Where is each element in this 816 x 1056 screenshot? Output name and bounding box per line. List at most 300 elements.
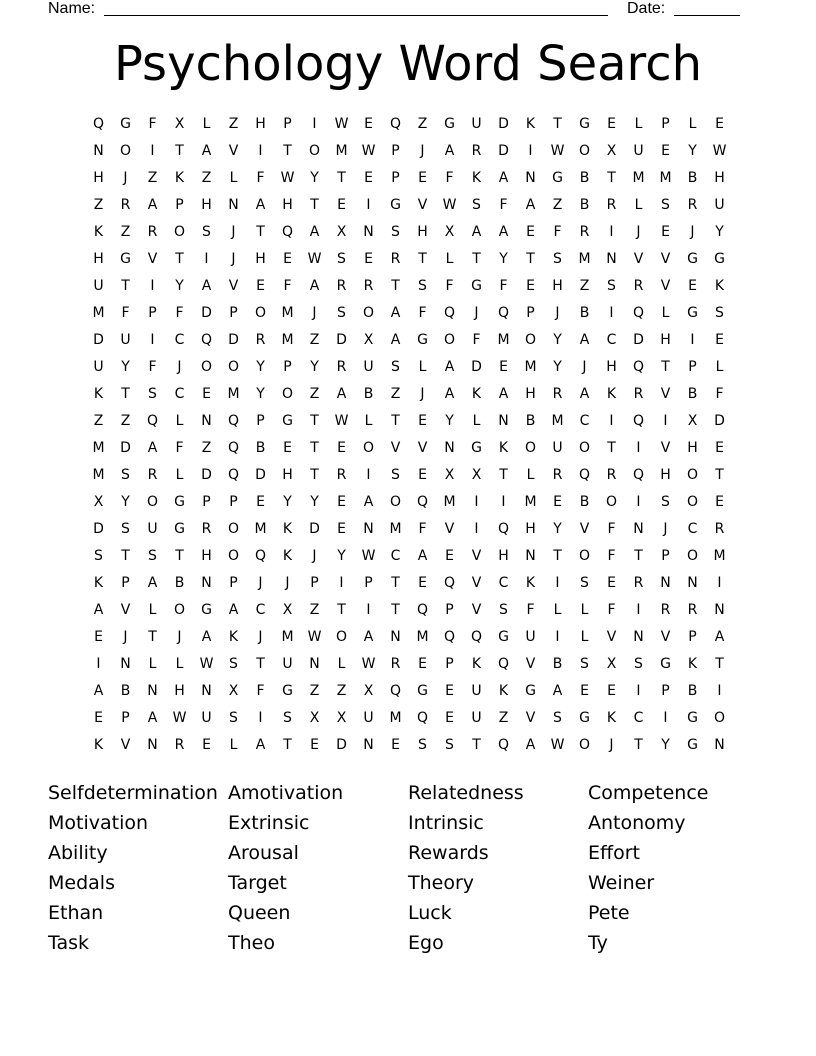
- grid-letter[interactable]: C: [579, 413, 590, 429]
- grid-letter[interactable]: U: [120, 332, 131, 348]
- grid-letter[interactable]: E: [607, 116, 616, 132]
- grid-letter[interactable]: U: [471, 116, 482, 132]
- grid-letter[interactable]: Z: [201, 170, 212, 186]
- grid-letter[interactable]: P: [229, 494, 238, 510]
- grid-letter[interactable]: Y: [337, 548, 346, 564]
- grid-letter[interactable]: P: [283, 116, 292, 132]
- grid-letter[interactable]: S: [445, 737, 454, 753]
- grid-letter[interactable]: O: [578, 548, 591, 564]
- grid-letter[interactable]: T: [337, 170, 346, 186]
- grid-letter[interactable]: L: [634, 116, 643, 132]
- grid-letter[interactable]: M: [497, 332, 510, 348]
- grid-letter[interactable]: I: [366, 197, 371, 213]
- grid-letter[interactable]: E: [715, 332, 724, 348]
- grid-letter[interactable]: S: [418, 278, 427, 294]
- grid-letter[interactable]: U: [363, 710, 374, 726]
- grid-letter[interactable]: D: [498, 116, 509, 132]
- grid-letter[interactable]: U: [714, 197, 725, 213]
- grid-letter[interactable]: O: [335, 629, 348, 645]
- grid-letter[interactable]: A: [93, 683, 104, 699]
- grid-letter[interactable]: Z: [390, 386, 401, 402]
- grid-letter[interactable]: G: [525, 683, 536, 699]
- grid-letter[interactable]: M: [335, 143, 348, 159]
- grid-letter[interactable]: R: [633, 575, 644, 591]
- grid-letter[interactable]: Q: [92, 116, 105, 132]
- grid-letter[interactable]: R: [633, 386, 644, 402]
- grid-letter[interactable]: J: [123, 629, 128, 645]
- grid-letter[interactable]: A: [390, 332, 401, 348]
- grid-letter[interactable]: S: [229, 656, 238, 672]
- grid-letter[interactable]: Q: [443, 575, 456, 591]
- grid-letter[interactable]: S: [148, 386, 157, 402]
- grid-letter[interactable]: A: [201, 143, 212, 159]
- grid-letter[interactable]: L: [580, 629, 589, 645]
- grid-letter[interactable]: E: [418, 575, 427, 591]
- grid-letter[interactable]: I: [609, 305, 614, 321]
- grid-letter[interactable]: I: [339, 575, 344, 591]
- grid-letter[interactable]: Z: [93, 197, 104, 213]
- grid-letter[interactable]: Z: [201, 440, 212, 456]
- grid-letter[interactable]: I: [150, 278, 155, 294]
- grid-letter[interactable]: E: [499, 359, 508, 375]
- grid-letter[interactable]: F: [283, 278, 292, 294]
- grid-letter[interactable]: G: [120, 251, 131, 267]
- grid-letter[interactable]: E: [283, 440, 292, 456]
- grid-letter[interactable]: N: [633, 629, 644, 645]
- grid-letter[interactable]: G: [471, 440, 482, 456]
- grid-letter[interactable]: S: [283, 710, 292, 726]
- grid-letter[interactable]: E: [688, 278, 697, 294]
- grid-letter[interactable]: Y: [121, 359, 130, 375]
- grid-letter[interactable]: G: [552, 170, 563, 186]
- grid-letter[interactable]: S: [391, 224, 400, 240]
- grid-letter[interactable]: T: [715, 467, 724, 483]
- grid-letter[interactable]: E: [526, 278, 535, 294]
- grid-letter[interactable]: T: [256, 656, 265, 672]
- grid-letter[interactable]: V: [633, 251, 644, 267]
- grid-letter[interactable]: F: [607, 548, 616, 564]
- grid-letter[interactable]: V: [660, 278, 671, 294]
- grid-letter[interactable]: X: [336, 224, 347, 240]
- grid-letter[interactable]: A: [93, 602, 104, 618]
- grid-letter[interactable]: A: [714, 629, 725, 645]
- grid-letter[interactable]: J: [177, 359, 182, 375]
- grid-letter[interactable]: T: [526, 251, 535, 267]
- grid-letter[interactable]: R: [336, 278, 347, 294]
- name-blank-line[interactable]: [104, 15, 608, 16]
- grid-letter[interactable]: Q: [443, 629, 456, 645]
- grid-letter[interactable]: P: [310, 575, 319, 591]
- grid-letter[interactable]: T: [607, 170, 616, 186]
- grid-letter[interactable]: U: [633, 143, 644, 159]
- grid-letter[interactable]: T: [310, 413, 319, 429]
- grid-letter[interactable]: R: [660, 602, 671, 618]
- grid-letter[interactable]: J: [609, 737, 614, 753]
- grid-letter[interactable]: N: [147, 737, 158, 753]
- grid-letter[interactable]: N: [309, 656, 320, 672]
- grid-letter[interactable]: P: [229, 575, 238, 591]
- grid-letter[interactable]: O: [362, 305, 375, 321]
- grid-letter[interactable]: I: [204, 251, 209, 267]
- grid-letter[interactable]: I: [636, 683, 641, 699]
- grid-letter[interactable]: Z: [309, 602, 320, 618]
- grid-letter[interactable]: A: [228, 602, 239, 618]
- grid-letter[interactable]: W: [307, 251, 322, 267]
- grid-letter[interactable]: N: [714, 737, 725, 753]
- grid-letter[interactable]: T: [148, 629, 157, 645]
- grid-letter[interactable]: L: [229, 170, 238, 186]
- grid-letter[interactable]: J: [636, 224, 641, 240]
- grid-letter[interactable]: H: [201, 548, 212, 564]
- grid-letter[interactable]: E: [94, 629, 103, 645]
- grid-letter[interactable]: D: [120, 440, 131, 456]
- grid-letter[interactable]: O: [119, 143, 132, 159]
- grid-letter[interactable]: D: [498, 143, 509, 159]
- grid-letter[interactable]: K: [606, 710, 617, 726]
- grid-letter[interactable]: L: [688, 116, 697, 132]
- grid-letter[interactable]: D: [93, 332, 104, 348]
- grid-letter[interactable]: I: [609, 413, 614, 429]
- grid-letter[interactable]: P: [202, 494, 211, 510]
- grid-letter[interactable]: D: [471, 359, 482, 375]
- grid-letter[interactable]: W: [712, 143, 727, 159]
- grid-letter[interactable]: L: [337, 656, 346, 672]
- grid-letter[interactable]: O: [173, 224, 186, 240]
- grid-letter[interactable]: Z: [228, 116, 239, 132]
- grid-letter[interactable]: T: [175, 548, 184, 564]
- grid-letter[interactable]: E: [445, 710, 454, 726]
- grid-letter[interactable]: O: [227, 521, 240, 537]
- grid-letter[interactable]: E: [364, 116, 373, 132]
- grid-letter[interactable]: R: [390, 656, 401, 672]
- grid-letter[interactable]: T: [553, 116, 562, 132]
- grid-letter[interactable]: H: [255, 251, 266, 267]
- grid-letter[interactable]: K: [606, 386, 617, 402]
- grid-letter[interactable]: R: [201, 521, 212, 537]
- grid-letter[interactable]: C: [174, 332, 185, 348]
- grid-letter[interactable]: N: [687, 575, 698, 591]
- grid-letter[interactable]: S: [94, 548, 103, 564]
- grid-letter[interactable]: Z: [120, 413, 131, 429]
- grid-letter[interactable]: V: [660, 440, 671, 456]
- grid-letter[interactable]: T: [121, 386, 130, 402]
- grid-letter[interactable]: U: [282, 656, 293, 672]
- grid-letter[interactable]: R: [336, 467, 347, 483]
- grid-letter[interactable]: Y: [310, 170, 319, 186]
- grid-letter[interactable]: X: [309, 710, 320, 726]
- grid-letter[interactable]: H: [417, 224, 428, 240]
- grid-letter[interactable]: G: [444, 116, 455, 132]
- grid-letter[interactable]: V: [120, 602, 131, 618]
- grid-letter[interactable]: Z: [309, 386, 320, 402]
- grid-letter[interactable]: G: [660, 656, 671, 672]
- grid-letter[interactable]: Y: [121, 494, 130, 510]
- grid-letter[interactable]: K: [228, 629, 239, 645]
- grid-letter[interactable]: K: [471, 656, 482, 672]
- grid-letter[interactable]: F: [256, 683, 265, 699]
- grid-letter[interactable]: E: [283, 251, 292, 267]
- grid-letter[interactable]: J: [555, 305, 560, 321]
- grid-letter[interactable]: H: [93, 170, 104, 186]
- grid-letter[interactable]: T: [634, 737, 643, 753]
- grid-letter[interactable]: O: [578, 440, 591, 456]
- grid-letter[interactable]: A: [201, 629, 212, 645]
- grid-letter[interactable]: P: [364, 575, 373, 591]
- grid-letter[interactable]: G: [687, 710, 698, 726]
- grid-letter[interactable]: T: [472, 737, 481, 753]
- grid-letter[interactable]: P: [121, 710, 130, 726]
- grid-letter[interactable]: L: [229, 737, 238, 753]
- grid-letter[interactable]: H: [174, 683, 185, 699]
- grid-letter[interactable]: O: [524, 332, 537, 348]
- grid-letter[interactable]: I: [258, 143, 263, 159]
- grid-letter[interactable]: A: [309, 278, 320, 294]
- grid-letter[interactable]: B: [579, 170, 590, 186]
- grid-letter[interactable]: T: [121, 278, 130, 294]
- grid-letter[interactable]: W: [307, 629, 322, 645]
- grid-letter[interactable]: L: [364, 413, 373, 429]
- grid-letter[interactable]: T: [391, 575, 400, 591]
- grid-letter[interactable]: I: [366, 467, 371, 483]
- grid-letter[interactable]: Q: [470, 629, 483, 645]
- grid-letter[interactable]: Y: [283, 494, 292, 510]
- grid-letter[interactable]: K: [93, 224, 104, 240]
- grid-letter[interactable]: T: [715, 656, 724, 672]
- grid-letter[interactable]: E: [418, 413, 427, 429]
- grid-letter[interactable]: A: [498, 386, 509, 402]
- grid-letter[interactable]: Q: [497, 305, 510, 321]
- grid-letter[interactable]: T: [391, 413, 400, 429]
- grid-letter[interactable]: D: [201, 305, 212, 321]
- grid-letter[interactable]: R: [552, 467, 563, 483]
- grid-letter[interactable]: J: [582, 359, 587, 375]
- grid-letter[interactable]: I: [636, 440, 641, 456]
- grid-letter[interactable]: N: [363, 224, 374, 240]
- grid-letter[interactable]: U: [147, 521, 158, 537]
- grid-letter[interactable]: J: [420, 143, 425, 159]
- grid-letter[interactable]: M: [281, 629, 294, 645]
- grid-letter[interactable]: G: [579, 710, 590, 726]
- grid-letter[interactable]: M: [227, 386, 240, 402]
- grid-letter[interactable]: A: [498, 224, 509, 240]
- grid-letter[interactable]: S: [337, 305, 346, 321]
- grid-letter[interactable]: O: [362, 440, 375, 456]
- grid-letter[interactable]: C: [255, 602, 266, 618]
- grid-letter[interactable]: G: [390, 197, 401, 213]
- grid-letter[interactable]: S: [607, 278, 616, 294]
- grid-letter[interactable]: O: [308, 143, 321, 159]
- grid-letter[interactable]: R: [687, 197, 698, 213]
- grid-letter[interactable]: H: [714, 170, 725, 186]
- grid-letter[interactable]: V: [390, 440, 401, 456]
- grid-letter[interactable]: Z: [579, 278, 590, 294]
- grid-letter[interactable]: N: [714, 602, 725, 618]
- grid-letter[interactable]: V: [660, 629, 671, 645]
- grid-letter[interactable]: P: [256, 413, 265, 429]
- grid-letter[interactable]: X: [174, 116, 185, 132]
- grid-letter[interactable]: F: [553, 224, 562, 240]
- grid-letter[interactable]: E: [715, 440, 724, 456]
- grid-letter[interactable]: M: [389, 710, 402, 726]
- grid-letter[interactable]: E: [661, 143, 670, 159]
- grid-letter[interactable]: G: [120, 116, 131, 132]
- grid-letter[interactable]: S: [715, 305, 724, 321]
- grid-letter[interactable]: D: [336, 332, 347, 348]
- grid-letter[interactable]: V: [228, 143, 239, 159]
- grid-letter[interactable]: X: [606, 656, 617, 672]
- grid-letter[interactable]: E: [364, 170, 373, 186]
- grid-letter[interactable]: F: [148, 116, 157, 132]
- grid-letter[interactable]: I: [555, 629, 560, 645]
- grid-letter[interactable]: M: [713, 548, 726, 564]
- grid-letter[interactable]: P: [688, 629, 697, 645]
- grid-letter[interactable]: E: [202, 737, 211, 753]
- grid-letter[interactable]: C: [606, 332, 617, 348]
- grid-letter[interactable]: B: [687, 170, 698, 186]
- grid-letter[interactable]: A: [417, 548, 428, 564]
- grid-letter[interactable]: N: [633, 521, 644, 537]
- grid-letter[interactable]: I: [501, 494, 506, 510]
- grid-letter[interactable]: F: [121, 305, 130, 321]
- grid-letter[interactable]: I: [690, 332, 695, 348]
- grid-letter[interactable]: S: [121, 521, 130, 537]
- grid-letter[interactable]: S: [229, 710, 238, 726]
- grid-letter[interactable]: S: [661, 197, 670, 213]
- grid-letter[interactable]: K: [498, 683, 509, 699]
- grid-letter[interactable]: A: [579, 386, 590, 402]
- grid-letter[interactable]: A: [525, 197, 536, 213]
- grid-letter[interactable]: T: [391, 278, 400, 294]
- grid-letter[interactable]: T: [472, 251, 481, 267]
- grid-letter[interactable]: T: [391, 602, 400, 618]
- grid-letter[interactable]: D: [93, 521, 104, 537]
- grid-letter[interactable]: K: [174, 170, 185, 186]
- grid-letter[interactable]: R: [120, 197, 131, 213]
- grid-letter[interactable]: D: [309, 521, 320, 537]
- grid-letter[interactable]: I: [150, 332, 155, 348]
- grid-letter[interactable]: V: [606, 629, 617, 645]
- grid-letter[interactable]: H: [498, 548, 509, 564]
- grid-letter[interactable]: G: [687, 737, 698, 753]
- grid-letter[interactable]: Q: [389, 116, 402, 132]
- grid-letter[interactable]: F: [526, 602, 535, 618]
- grid-letter[interactable]: M: [524, 494, 537, 510]
- grid-letter[interactable]: Q: [632, 467, 645, 483]
- grid-letter[interactable]: E: [337, 521, 346, 537]
- grid-letter[interactable]: V: [444, 521, 455, 537]
- grid-letter[interactable]: V: [579, 521, 590, 537]
- grid-letter[interactable]: M: [92, 440, 105, 456]
- grid-letter[interactable]: S: [337, 251, 346, 267]
- grid-letter[interactable]: N: [363, 521, 374, 537]
- grid-letter[interactable]: B: [687, 683, 698, 699]
- grid-letter[interactable]: A: [147, 710, 158, 726]
- grid-letter[interactable]: H: [606, 359, 617, 375]
- grid-letter[interactable]: R: [174, 737, 185, 753]
- grid-letter[interactable]: Z: [417, 116, 428, 132]
- grid-letter[interactable]: F: [445, 170, 454, 186]
- grid-letter[interactable]: W: [361, 548, 376, 564]
- grid-letter[interactable]: O: [200, 359, 213, 375]
- grid-letter[interactable]: J: [123, 170, 128, 186]
- grid-letter[interactable]: J: [312, 548, 317, 564]
- grid-letter[interactable]: H: [282, 197, 293, 213]
- grid-letter[interactable]: B: [525, 413, 536, 429]
- grid-letter[interactable]: P: [661, 116, 670, 132]
- grid-letter[interactable]: K: [714, 278, 725, 294]
- grid-letter[interactable]: S: [418, 737, 427, 753]
- grid-letter[interactable]: V: [525, 656, 536, 672]
- grid-letter[interactable]: E: [364, 251, 373, 267]
- grid-letter[interactable]: B: [579, 197, 590, 213]
- grid-letter[interactable]: S: [148, 548, 157, 564]
- grid-letter[interactable]: V: [471, 548, 482, 564]
- grid-letter[interactable]: R: [606, 467, 617, 483]
- grid-letter[interactable]: M: [524, 359, 537, 375]
- grid-letter[interactable]: S: [202, 224, 211, 240]
- grid-letter[interactable]: U: [552, 440, 563, 456]
- grid-letter[interactable]: J: [258, 575, 263, 591]
- grid-letter[interactable]: I: [150, 143, 155, 159]
- grid-letter[interactable]: E: [202, 386, 211, 402]
- grid-letter[interactable]: E: [337, 494, 346, 510]
- grid-letter[interactable]: V: [120, 737, 131, 753]
- grid-letter[interactable]: T: [337, 602, 346, 618]
- grid-letter[interactable]: Y: [499, 251, 508, 267]
- grid-letter[interactable]: E: [607, 683, 616, 699]
- grid-letter[interactable]: Y: [553, 521, 562, 537]
- grid-letter[interactable]: P: [661, 548, 670, 564]
- grid-letter[interactable]: I: [366, 602, 371, 618]
- grid-letter[interactable]: T: [283, 737, 292, 753]
- grid-letter[interactable]: G: [498, 629, 509, 645]
- grid-letter[interactable]: C: [174, 386, 185, 402]
- grid-letter[interactable]: S: [121, 467, 130, 483]
- grid-letter[interactable]: T: [310, 440, 319, 456]
- grid-letter[interactable]: Y: [256, 359, 265, 375]
- grid-letter[interactable]: G: [201, 602, 212, 618]
- grid-letter[interactable]: D: [228, 332, 239, 348]
- grid-letter[interactable]: J: [663, 521, 668, 537]
- grid-letter[interactable]: C: [390, 548, 401, 564]
- grid-letter[interactable]: B: [687, 386, 698, 402]
- grid-letter[interactable]: N: [606, 251, 617, 267]
- grid-letter[interactable]: Q: [200, 332, 213, 348]
- grid-letter[interactable]: M: [443, 494, 456, 510]
- grid-letter[interactable]: Q: [146, 413, 159, 429]
- grid-letter[interactable]: V: [525, 710, 536, 726]
- grid-letter[interactable]: A: [309, 224, 320, 240]
- grid-letter[interactable]: L: [526, 467, 535, 483]
- grid-letter[interactable]: O: [605, 494, 618, 510]
- grid-letter[interactable]: H: [660, 332, 671, 348]
- grid-letter[interactable]: K: [471, 170, 482, 186]
- grid-letter[interactable]: R: [147, 224, 158, 240]
- grid-letter[interactable]: V: [471, 575, 482, 591]
- grid-letter[interactable]: K: [687, 656, 698, 672]
- grid-letter[interactable]: R: [255, 332, 266, 348]
- grid-letter[interactable]: Z: [336, 683, 347, 699]
- grid-letter[interactable]: S: [661, 494, 670, 510]
- grid-letter[interactable]: S: [391, 467, 400, 483]
- grid-letter[interactable]: P: [121, 575, 130, 591]
- grid-letter[interactable]: L: [202, 116, 211, 132]
- grid-letter[interactable]: Y: [445, 413, 454, 429]
- grid-letter[interactable]: Q: [389, 683, 402, 699]
- grid-letter[interactable]: R: [552, 386, 563, 402]
- grid-letter[interactable]: Z: [552, 197, 563, 213]
- grid-letter[interactable]: A: [147, 197, 158, 213]
